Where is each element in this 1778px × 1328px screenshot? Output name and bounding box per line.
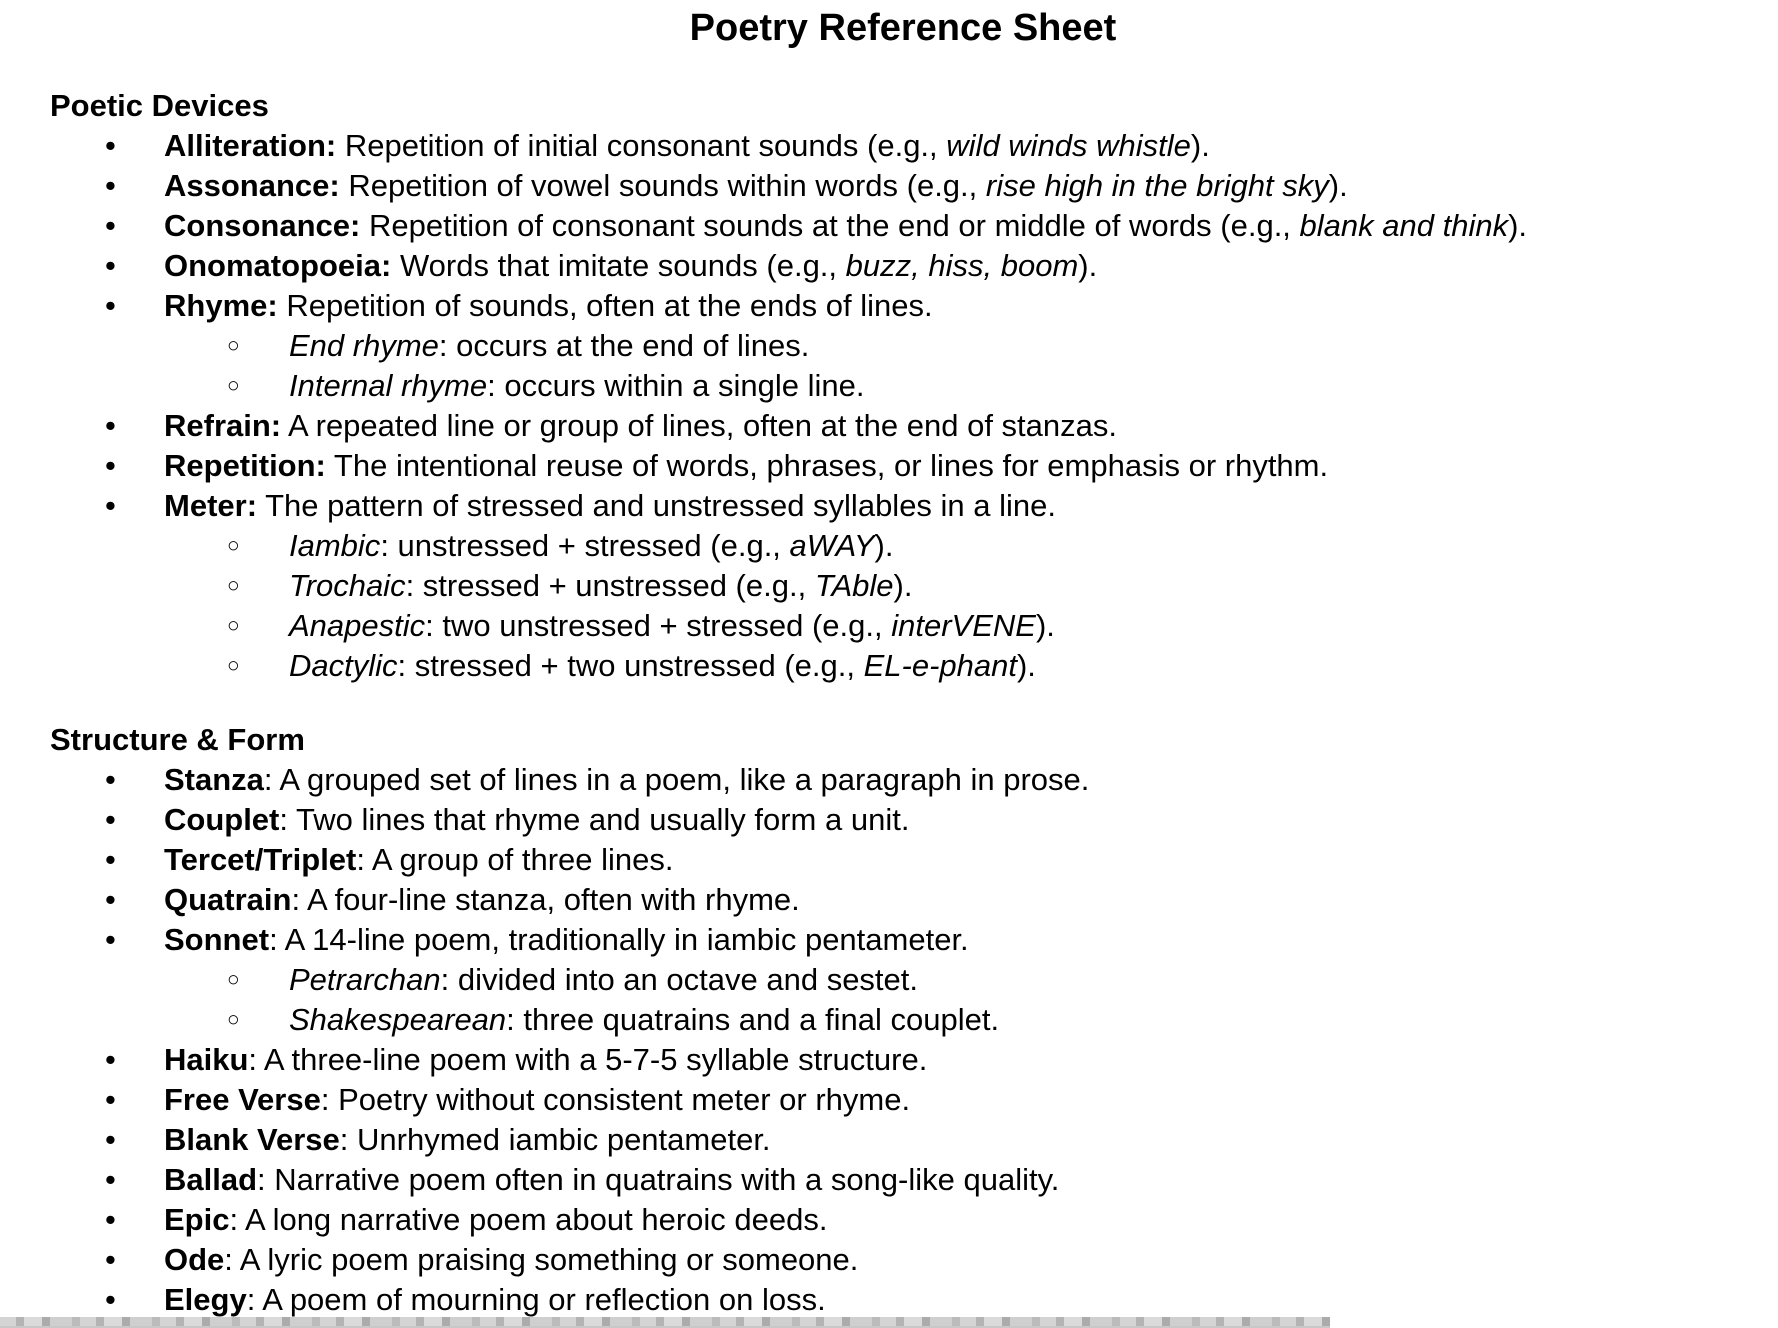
list-item-text (164, 762, 1089, 797)
text-segment: A repeated line or group of lines, often at the end of stanzas. (281, 408, 1117, 443)
list-item-text (164, 1282, 826, 1317)
bullet-disc-icon: • (105, 408, 116, 443)
list-item (0, 1280, 1778, 1320)
list-item-text (164, 248, 1097, 283)
list-item-text (164, 448, 1328, 483)
list-item (0, 166, 1778, 206)
text-segment: Repetition of consonant sounds at the end or middle of words (e.g., (360, 208, 1300, 243)
text-segment: Tercet/Triplet (164, 842, 357, 877)
text-segment: TAble (814, 568, 894, 603)
bullet-circle-icon: ○ (227, 534, 240, 557)
section-heading: Poetic Devices (50, 88, 269, 123)
clipped-next-line-strip (0, 1317, 1330, 1328)
text-segment: ). (1016, 648, 1036, 683)
bullet-disc-icon: • (105, 1162, 116, 1197)
bullet-disc-icon: • (105, 168, 116, 203)
text-segment: Free Verse (164, 1082, 321, 1117)
list-item (0, 206, 1778, 246)
section (0, 86, 1778, 686)
list-item-text (164, 408, 1117, 443)
bullet-disc-icon: • (105, 1242, 116, 1277)
text-segment: : two unstressed + stressed (e.g., (425, 608, 892, 643)
list-item-text (164, 882, 800, 917)
text-segment: The pattern of stressed and unstressed syllables in a line. (257, 488, 1057, 523)
list-item (0, 606, 1778, 646)
bullet-disc-icon: • (105, 922, 116, 957)
list-item (0, 326, 1778, 366)
bullet-circle-icon: ○ (227, 1008, 240, 1031)
document-body (0, 86, 1778, 1320)
bullet-disc-icon: • (105, 1082, 116, 1117)
text-segment: : unstressed + stressed (e.g., (380, 528, 790, 563)
text-segment: : stressed + two unstressed (e.g., (397, 648, 864, 683)
text-segment: : A grouped set of lines in a poem, like a paragraph in prose. (263, 762, 1090, 797)
text-segment: buzz, hiss, boom (845, 248, 1079, 283)
list-item-text (164, 842, 673, 877)
text-segment: ). (1508, 208, 1528, 243)
list-item-text (164, 128, 1210, 163)
bullet-disc-icon: • (105, 288, 116, 323)
list-item (0, 446, 1778, 486)
text-segment: Blank Verse (164, 1122, 340, 1157)
list-item-text (289, 962, 918, 997)
bullet-circle-icon: ○ (227, 614, 240, 637)
text-segment: Stanza (164, 762, 264, 797)
text-segment: Haiku (164, 1042, 249, 1077)
text-segment: Refrain: (164, 408, 282, 443)
text-segment: EL-e-phant (863, 648, 1017, 683)
text-segment: ). (874, 528, 894, 563)
bullet-disc-icon: • (105, 762, 116, 797)
bullet-disc-icon: • (105, 1282, 116, 1317)
list-item-text (289, 648, 1036, 683)
bullet-disc-icon: • (105, 882, 116, 917)
text-segment: : A 14-line poem, traditionally in iambic pentameter. (269, 922, 969, 957)
document-title: Poetry Reference Sheet (689, 7, 1117, 49)
bullet-disc-icon: • (105, 1042, 116, 1077)
text-segment: : A group of three lines. (356, 842, 674, 877)
bullet-disc-icon: • (105, 488, 116, 523)
list-item (0, 920, 1778, 960)
text-segment: ). (1328, 168, 1348, 203)
text-segment: Shakespearean (289, 1002, 507, 1037)
text-segment: : A four-line stanza, often with rhyme. (291, 882, 800, 917)
text-segment: Words that imitate sounds (e.g., (391, 248, 846, 283)
list-item (0, 1000, 1778, 1040)
text-segment: : three quatrains and a final couplet. (506, 1002, 1000, 1037)
text-segment: Assonance: (164, 168, 340, 203)
list-item-text (164, 922, 969, 957)
text-segment: blank and think (1299, 208, 1509, 243)
text-segment: : A poem of mourning or reflection on loss. (246, 1282, 826, 1317)
list-item-text (164, 1202, 827, 1237)
list-item (0, 760, 1778, 800)
bullet-circle-icon: ○ (227, 374, 240, 397)
text-segment: Internal rhyme (289, 368, 488, 403)
bullet-disc-icon: • (105, 208, 116, 243)
list-item (0, 1080, 1778, 1120)
text-segment: The intentional reuse of words, phrases, or lines for emphasis or rhythm. (325, 448, 1329, 483)
text-segment: : A three-line poem with a 5-7-5 syllable structure. (248, 1042, 928, 1077)
list-item-text (164, 1042, 927, 1077)
list-item (0, 566, 1778, 606)
text-segment: Trochaic (289, 568, 406, 603)
list-item-text (164, 488, 1056, 523)
list-item (0, 246, 1778, 286)
section (0, 720, 1778, 1320)
list-item (0, 126, 1778, 166)
text-segment: : Unrhymed iambic pentameter. (339, 1122, 771, 1157)
text-segment: : Poetry without consistent meter or rhyme. (320, 1082, 911, 1117)
text-segment: wild winds whistle (946, 128, 1191, 163)
document-page (0, 6, 1778, 1328)
text-segment: ). (1190, 128, 1210, 163)
list-item-text (289, 328, 809, 363)
text-segment: Ode (164, 1242, 225, 1277)
list-item-text (164, 1082, 910, 1117)
text-segment: : A lyric poem praising something or someone. (224, 1242, 859, 1277)
text-segment: Elegy (164, 1282, 247, 1317)
list-item-text (164, 802, 909, 837)
list-item (0, 646, 1778, 686)
bullet-disc-icon: • (105, 802, 116, 837)
list-item-text (289, 568, 912, 603)
bullet-disc-icon: • (105, 248, 116, 283)
bullet-disc-icon: • (105, 1122, 116, 1157)
text-segment: Anapestic (289, 608, 426, 643)
list-item (0, 800, 1778, 840)
list-item-text (164, 208, 1527, 243)
text-segment: Epic (164, 1202, 230, 1237)
bullet-disc-icon: • (105, 842, 116, 877)
text-segment: Couplet (164, 802, 280, 837)
bullet-disc-icon: • (105, 128, 116, 163)
text-segment: End rhyme (289, 328, 439, 363)
list-item (0, 1040, 1778, 1080)
list-item (0, 366, 1778, 406)
list-item (0, 1120, 1778, 1160)
list-item-text (164, 168, 1348, 203)
text-segment: Repetition: (164, 448, 326, 483)
bullet-circle-icon: ○ (227, 654, 240, 677)
text-segment: Petrarchan (289, 962, 441, 997)
text-segment: Repetition of initial consonant sounds (e.g., (336, 128, 947, 163)
section-heading: Structure & Form (50, 722, 305, 757)
list-item-text (164, 1242, 858, 1277)
text-segment: Repetition of sounds, often at the ends of lines. (277, 288, 933, 323)
list-item-text (164, 1122, 771, 1157)
list-item (0, 1200, 1778, 1240)
list-item (0, 840, 1778, 880)
text-segment: ). (893, 568, 913, 603)
text-segment: Quatrain (164, 882, 292, 917)
text-segment: Iambic (289, 528, 381, 563)
text-segment: : Two lines that rhyme and usually form a unit. (279, 802, 910, 837)
text-segment: Meter: (164, 488, 258, 523)
text-segment: rise high in the bright sky (985, 168, 1329, 203)
list-item (0, 526, 1778, 566)
bullet-disc-icon: • (105, 448, 116, 483)
text-segment: : Narrative poem often in quatrains with a song-like quality. (257, 1162, 1060, 1197)
text-segment: : stressed + unstressed (e.g., (405, 568, 815, 603)
text-segment: : divided into an octave and sestet. (440, 962, 919, 997)
text-segment: : occurs at the end of lines. (438, 328, 810, 363)
list-item (0, 486, 1778, 526)
list-item (0, 286, 1778, 326)
list-item (0, 880, 1778, 920)
list-item-text (164, 288, 933, 323)
list-item (0, 1240, 1778, 1280)
text-segment: ). (1035, 608, 1055, 643)
text-segment: ). (1078, 248, 1098, 283)
text-segment: Repetition of vowel sounds within words (e.g., (339, 168, 986, 203)
text-segment: Onomatopoeia: (164, 248, 392, 283)
list-item-text (289, 1002, 999, 1037)
list-item-text (164, 1162, 1059, 1197)
list-item (0, 406, 1778, 446)
list-item (0, 960, 1778, 1000)
list-item-text (289, 368, 864, 403)
text-segment: Rhyme: (164, 288, 278, 323)
text-segment: Ballad (164, 1162, 258, 1197)
list-item-text (289, 608, 1055, 643)
text-segment: Dactylic (289, 648, 398, 683)
bullet-disc-icon: • (105, 1202, 116, 1237)
list-item-text (289, 528, 893, 563)
bullet-circle-icon: ○ (227, 968, 240, 991)
text-segment: aWAY (789, 528, 875, 563)
text-segment: : occurs within a single line. (487, 368, 865, 403)
bullet-circle-icon: ○ (227, 334, 240, 357)
text-segment: : A long narrative poem about heroic deeds. (229, 1202, 828, 1237)
text-segment: Sonnet (164, 922, 270, 957)
text-segment: interVENE (891, 608, 1036, 643)
text-segment: Consonance: (164, 208, 361, 243)
text-segment: Alliteration: (164, 128, 337, 163)
bullet-circle-icon: ○ (227, 574, 240, 597)
list-item (0, 1160, 1778, 1200)
